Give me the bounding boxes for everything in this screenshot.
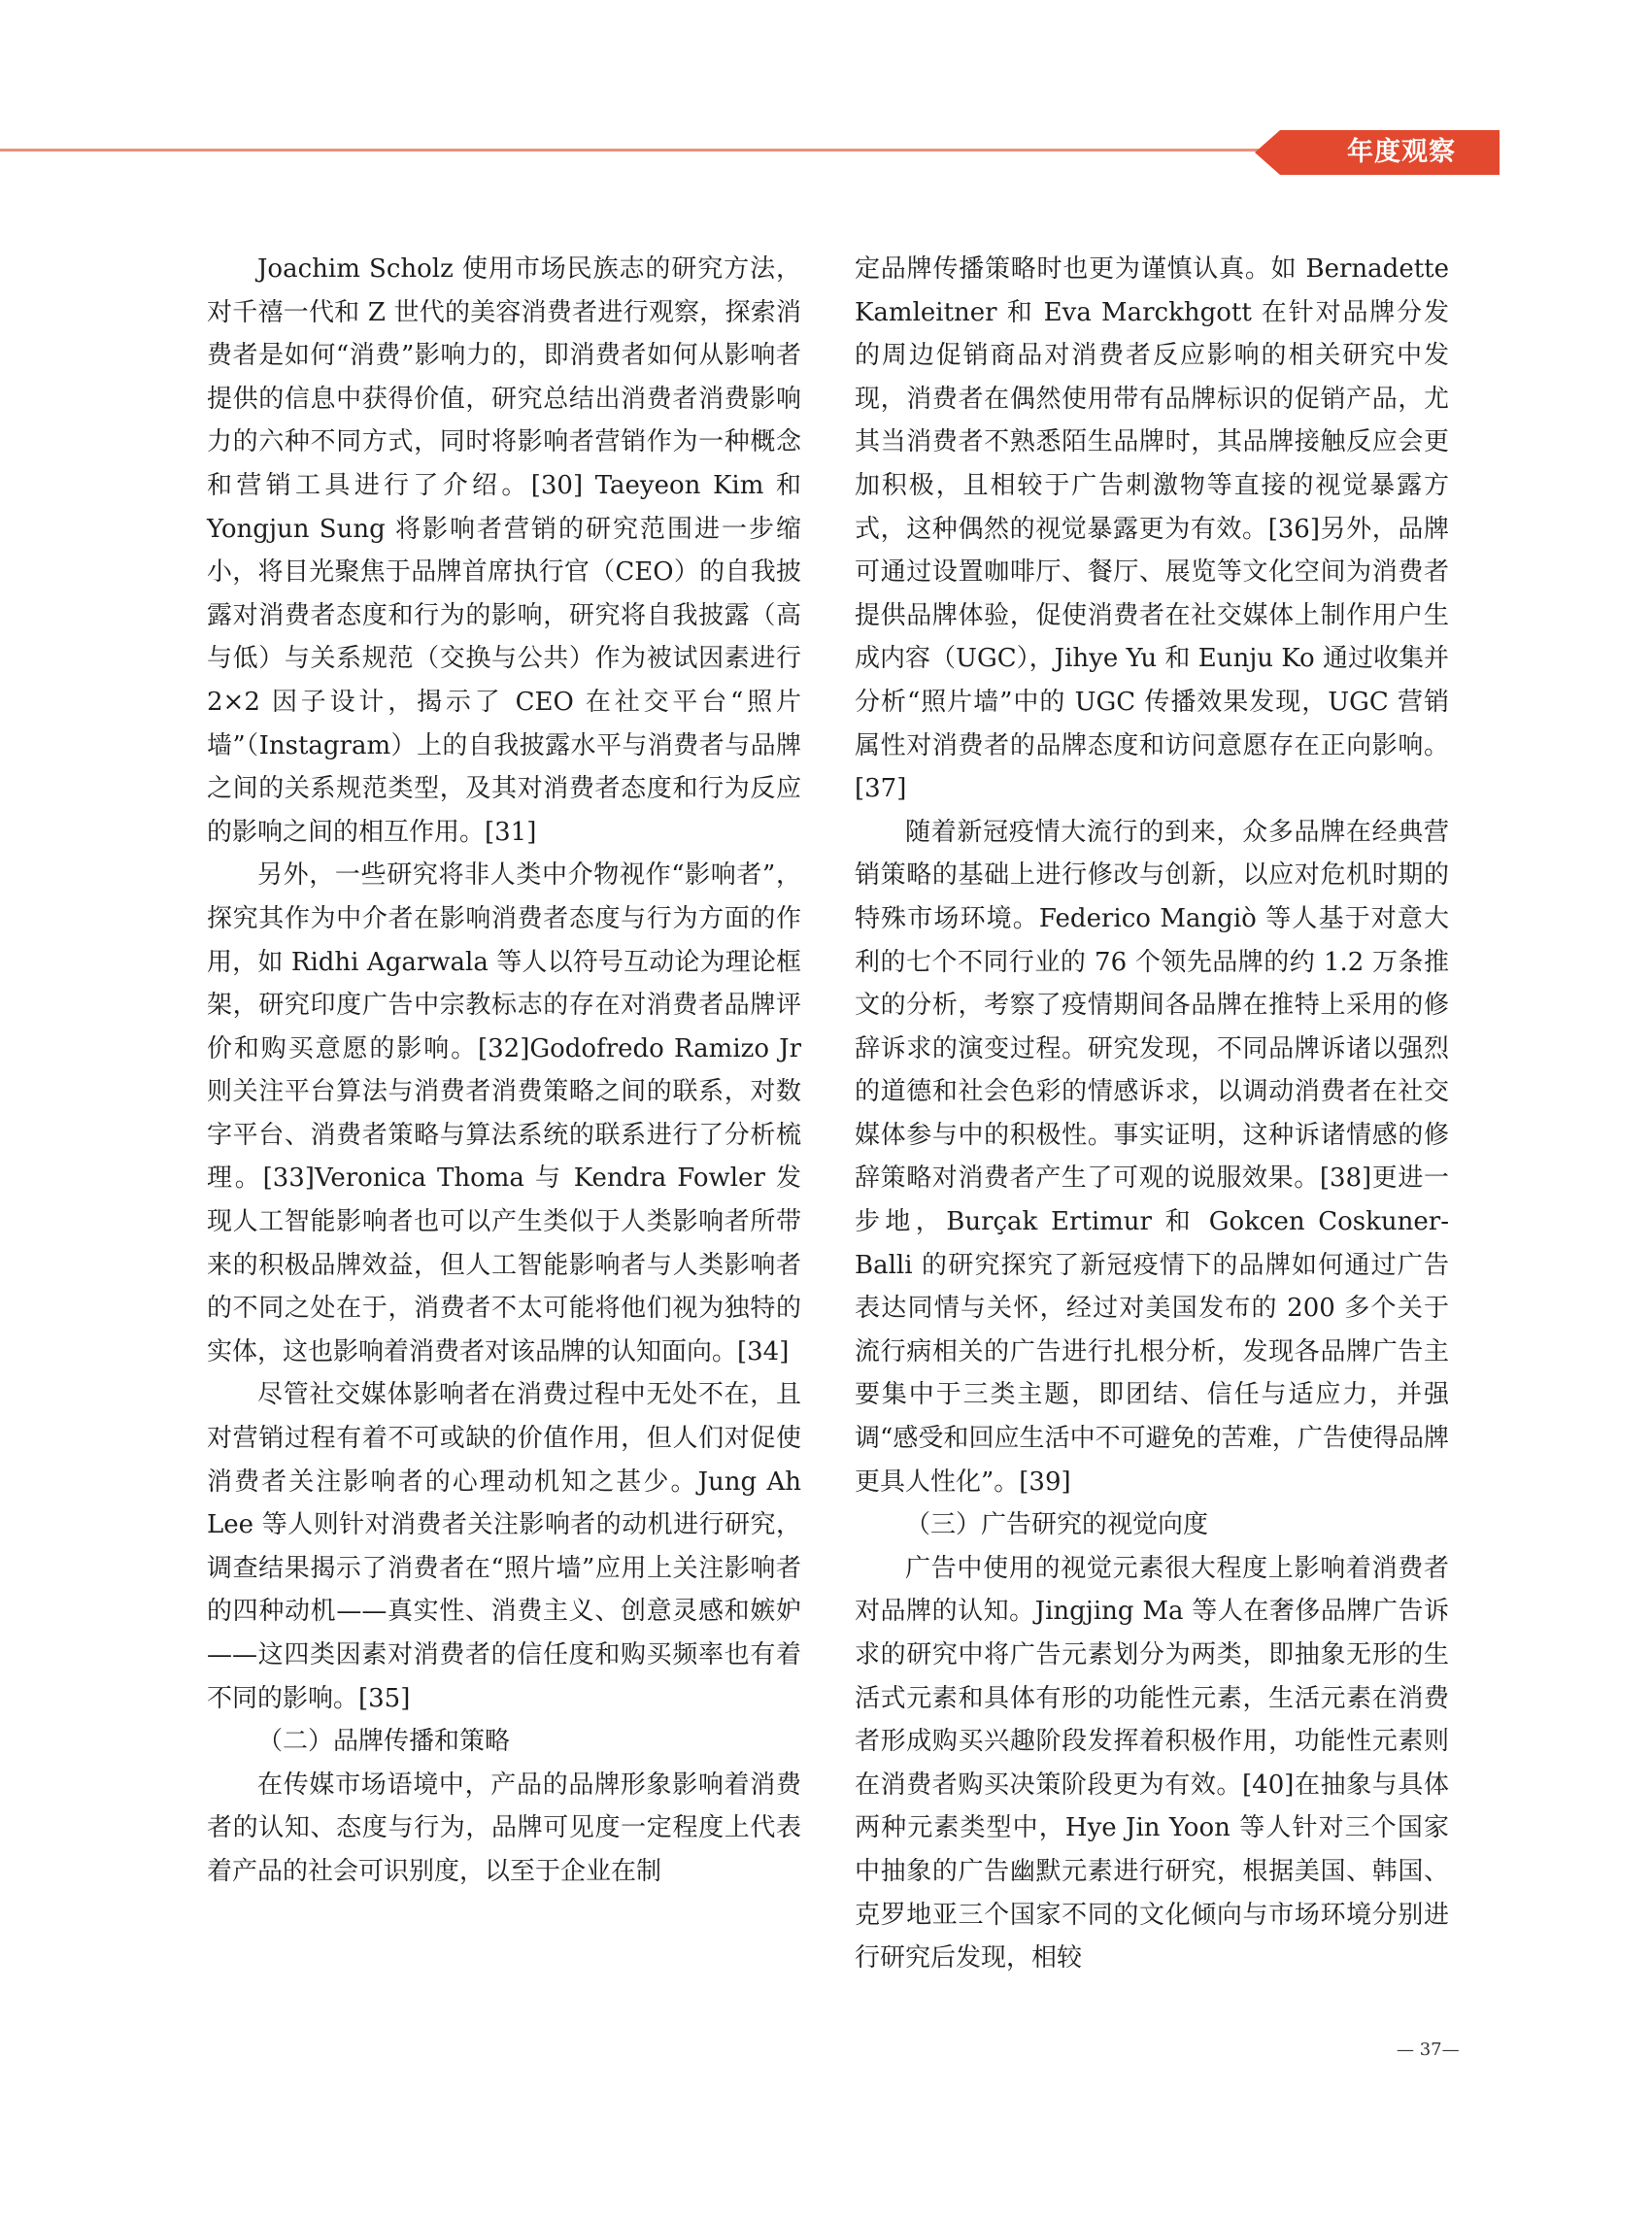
section-heading: （二）品牌传播和策略 <box>257 1727 511 1757</box>
paragraph: 尽管社交媒体影响者在消费过程中无处不在，且对营销过程有着不可或缺的价值作用，但人们对促使消费者关注影响者的心理动机知之甚少。Jung Ah Lee 等人则针对消费者关注影响者的动机进行研究，调查结果揭示了消费者在“照片墙”应用上关注影响者的四种动机——真实性、消费主义、创意灵感和嫉妒——这四类因素对消费者的信任度和购买频率也有着不同的影响。[35] <box>207 1380 801 1713</box>
paragraph: 随着新冠疫情大流行的到来，众多品牌在经典营销策略的基础上进行修改与创新，以应对危机时期的特殊市场环境。Federico Mangiò 等人基于对意大利的七个不同行业的 76 个领先品牌的约 1.2 万条推文的分析，考察了疫情期间各品牌在推特上采用的修辞诉求的演变过程。研究发现，不同品牌诉诸以强烈的道德和社会色彩的情感诉求，以调动消费者在社交媒体参与中的积极性。事实证明，这种诉诸情感的修辞策略对消费者产生了可观的说服效果。[38]更进一步地，Burçak Ertimur 和 Gokcen Coskuner-Balli 的研究探究了新冠疫情下的品牌如何通过广告表达同情与关怀，经过对美国发布的 200 多个关于流行病相关的广告进行扎根分析，发现各品牌广告主要集中于三类主题，即团结、信任与适应力，并强调“感受和回应生活中不可避免的苦难，广告使得品牌更具人性化”。[39] <box>855 817 1449 1497</box>
paragraph-continued: 定品牌传播策略时也更为谨慎认真。如 Bernadette Kamleitner 和 Eva Marckhgott 在针对品牌分发的周边促销商品对消费者反应影响的相关研究中发现，消费者在偶然使用带有品牌标识的促销产品，尤其当消费者不熟悉陌生品牌时，其品牌接触反应会更加积极，且相较于广告刺激物等直接的视觉暴露方式，这种偶然的视觉暴露更为有效。[36]另外，品牌可通过设置咖啡厅、餐厅、展览等文化空间为消费者提供品牌体验，促使消费者在社交媒体上制作用户生成内容（UGC），Jihye Yu 和 Eunju Ko 通过收集并分析“照片墙”中的 UGC 传播效果发现，UGC 营销属性对消费者的品牌态度和访问意愿存在正向影响。[37] <box>855 254 1449 804</box>
left-column <box>207 248 801 1894</box>
header-rule <box>0 149 1272 152</box>
page-number: — 37— <box>1397 2040 1460 2060</box>
section-heading: （三）广告研究的视觉向度 <box>905 1510 1209 1540</box>
paragraph: 另外，一些研究将非人类中介物视作“影响者”，探究其作为中介者在影响消费者态度与行为方面的作用，如 Ridhi Agarwala 等人以符号互动论为理论框架，研究印度广告中宗教标志的存在对消费者品牌评价和购买意愿的影响。[32]Godofredo Ramizo Jr 则关注平台算法与消费者消费策略之间的联系，对数字平台、消费者策略与算法系统的联系进行了分析梳理。[33]Veronica Thoma 与 Kendra Fowler 发现人工智能影响者也可以产生类似于人类影响者所带来的积极品牌效益，但人工智能影响者与人类影响者的不同之处在于，消费者不太可能将他们视为独特的实体，这也影响着消费者对该品牌的认知面向。[34] <box>207 860 801 1366</box>
section-label: 年度观察 <box>1347 137 1456 167</box>
right-column <box>855 248 1449 1980</box>
paragraph: 广告中使用的视觉元素很大程度上影响着消费者对品牌的认知。Jingjing Ma 等人在奢侈品牌广告诉求的研究中将广告元素划分为两类，即抽象无形的生活式元素和具体有形的功能性元素，生活元素在消费者形成购买兴趣阶段发挥着积极作用，功能性元素则在消费者购买决策阶段更为有效。[40]在抽象与具体两种元素类型中，Hye Jin Yoon 等人针对三个国家中抽象的广告幽默元素进行研究，根据美国、韩国、克罗地亚三个国家不同的文化倾向与市场环境分别进行研究后发现，相较 <box>855 1553 1449 1973</box>
paragraph: 在传媒市场语境中，产品的品牌形象影响着消费者的认知、态度与行为，品牌可见度一定程度上代表着产品的社会可识别度，以至于企业在制 <box>207 1770 801 1886</box>
paragraph: Joachim Scholz 使用市场民族志的研究方法，对千禧一代和 Z 世代的美容消费者进行观察，探索消费者是如何“消费”影响力的，即消费者如何从影响者提供的信息中获得价值，研究总结出消费者消费影响力的六种不同方式，同时将影响者营销作为一种概念和营销工具进行了介绍。[30] Taeyeon Kim 和 Yongjun Sung 将影响者营销的研究范围进一步缩小，将目光聚焦于品牌首席执行官（CEO）的自我披露对消费者态度和行为的影响，研究将自我披露（高与低）与关系规范（交换与公共）作为被试因素进行 2×2 因子设计，揭示了 CEO 在社交平台“照片墙”（Instagram）上的自我披露水平与消费者与品牌之间的关系规范类型，及其对消费者态度和行为反应的影响之间的相互作用。[31] <box>207 254 801 847</box>
